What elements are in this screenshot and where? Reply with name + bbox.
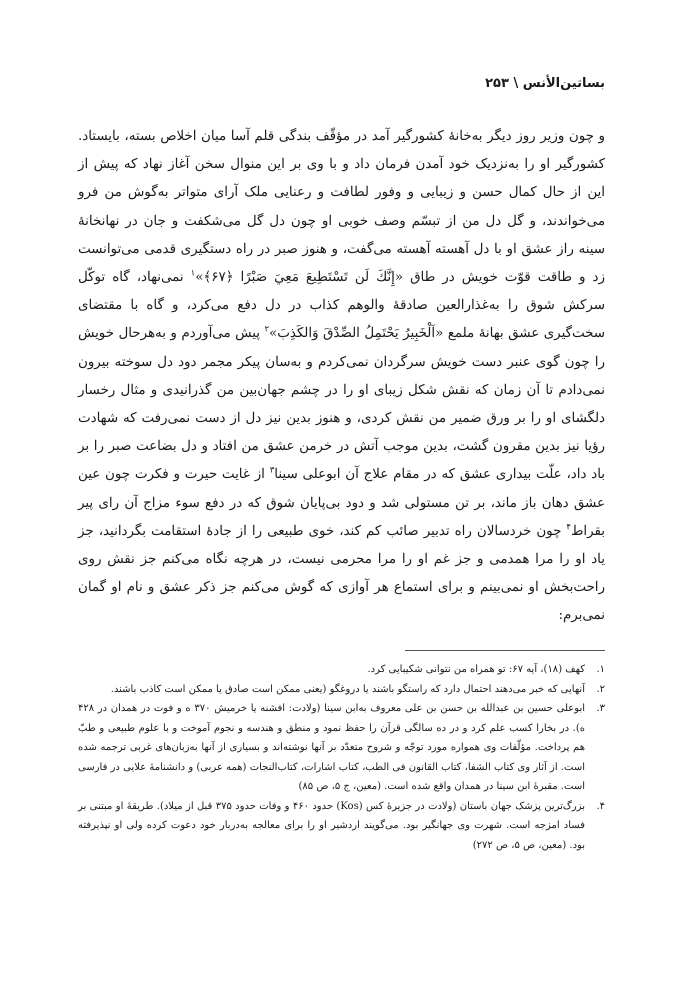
footnote-text: آنهایی که خبر می‌دهند احتمال دارد که راستگو باشند یا دروغگو (یعنی ممکن است صادق یا ممکن است کاذب باشند.	[110, 683, 585, 695]
footnote-text: ابوعلی حسین بن عبدالله بن حسن بن علی معروف به‌ابن سینا (ولادت: افشنه یا خرمیش ۳۷۰ ه و فوت در همدان در ۴۲۸ ه). در بخارا کسب علم کرد و در ده سالگی قرآن را حفظ نمود و منطق و هندسه و نجوم آموخت و با علوم طبیعی و طبّ هم پرداخت. مؤلّفات وی همواره مورد توجّه و شروح متعدّد بر آنها نوشته‌اند و بسیاری از آنها به‌زبان‌های غربی ترجمه شده است. از آثار وی کتاب الشفا، کتاب القانون فی الطب، کتاب اشارات، کتاب‌النجات (همه عربی) و دانشنامهٔ علایی در فارسی است. مقبرهٔ ابن سینا در همدان واقع شده است. (معین، ج ۵، ص ۸۵)	[78, 703, 585, 792]
running-head: بساتين‌الأنس \ ۲۵۳	[485, 76, 605, 91]
main-text	[78, 123, 605, 631]
text-segment-2: نمی‌نهاد، گاه توکّل سرکش شوق را به‌غذارالعین صادقهٔ والوهم کذاب در دل دفع می‌کرد، و گاه با مقتضای سخت‌گیری عشق بهانهٔ ملمع «اَلْخَبِيرُ يَحْتَمِلُ الصِّدْقَ وَالكَذِبَ»	[78, 270, 605, 342]
footnote-number: ۲.	[596, 683, 605, 695]
main-paragraph	[78, 123, 605, 631]
text-segment-3: پیش می‌آوردم و به‌هرحال خویش را چون گوی عنبر دست خویش سرگردان نمی‌کردم و به‌سان پیکر مجمر دود دل سوخته بیرون نمی‌دادم تا آن زمان که نقش شکل زیبای او را در چشم جهان‌بین من گذرانیدی و مثال رخسار دلگشای او را بر ورق ضمیر من نقش کردی، و هنوز بدین نیز دل از دست نمی‌رفت که شهادت رؤیا نیز بدین مقرون گشت، بدین موجب آتش در خرمن عشق من افتاد و دل بضاعت صبر را بر باد داد، علّت بیداری عشق که در مقام علاج آن ابوعلی سینا	[78, 326, 606, 483]
footnote-number: ۴.	[596, 800, 605, 812]
footnote-item	[78, 699, 605, 797]
text-segment-1: و چون وزیر روز دیگر به‌خانهٔ کشورگیر آمد در مؤقّف بندگی قلم آسا میان اخلاص بسته، بایستاد. کشورگیر او را به‌نزدیک خود آمدن فرمان داد و با وی بر این منوال سخن آغاز نهاد که پیش از این از حال کمال حسن و زیبایی و وفور لطافت و رعنایی ملک آرای متواتر به‌گوش من فرو می‌خواندند، و گل دل من از تبسّم وصف خوبی او چون دل گل می‌شکفت و جان در نهانخانهٔ سینه راز عشق او با دل آهسته آهسته می‌گفت، و هنوز صبر در راه دستگیری قدمی می‌توانست زد و طاقت قوّت خویش در طاق «إِنَّكَ لَن تَسْتَطِيعَ مَعِيَ صَبْرًا ﴿۶۷﴾»	[78, 129, 605, 286]
footnote-number: ۱.	[596, 664, 605, 675]
footnote-ref-4[interactable]: ۴	[566, 522, 571, 533]
text-segment-5: چون خردسالان راه تدبیر صائب کم کند، خوی طبیعی را از جادهٔ استقامت بگردانید، جز یاد او را مرا همدمی و جز غم او را مرا محرمی نیست، در هرچه نگاه می‌کنم جز نقش روی راحت‌بخش او نمی‌بینم و برای استماع هر آوازی که گوش می‌کنم جز ذکر عشق و نام او گمان نمی‌برم:	[78, 523, 605, 624]
footnote-ref-3[interactable]: ۳	[269, 465, 275, 476]
footnote-item	[78, 797, 605, 856]
footnote-number: ۳.	[596, 703, 605, 714]
footnote-text: کهف (۱۸)، آیه ۶۷: تو همراه من نتوانی شکیبایی کرد.	[367, 664, 585, 675]
footnote-ref-1[interactable]: ۱	[190, 268, 196, 279]
footnote-item	[78, 660, 605, 680]
page	[78, 0, 605, 984]
footnote-item	[78, 680, 605, 700]
footnote-text: بزرگ‌ترین پزشک جهان باستان (ولادت در جزیرهٔ کس (Kos) حدود ۴۶۰ و وفات حدود ۳۷۵ قبل از میلاد). طریقهٔ او مبتنی بر فساد امزجه است. شهرت وی جهانگیر بود. می‌گویند اردشیر او را برای معالجه به‌دربار خود دعوت کرده ولی او نپذیرفته بود. (معین، ص ۵، ص ۲۷۲)	[78, 800, 586, 851]
footnote-ref-2[interactable]: ۲	[264, 324, 270, 335]
footnote-divider	[405, 650, 605, 651]
footnotes	[78, 660, 605, 855]
text-segment-4: از غایت حیرت و فکرت چون عین عشق دهان باز ماند، بر تن مستولی شد و دود بی‌پایان شوق که در دفع سوء مزاج آن رای پیر بقراط	[78, 467, 605, 539]
